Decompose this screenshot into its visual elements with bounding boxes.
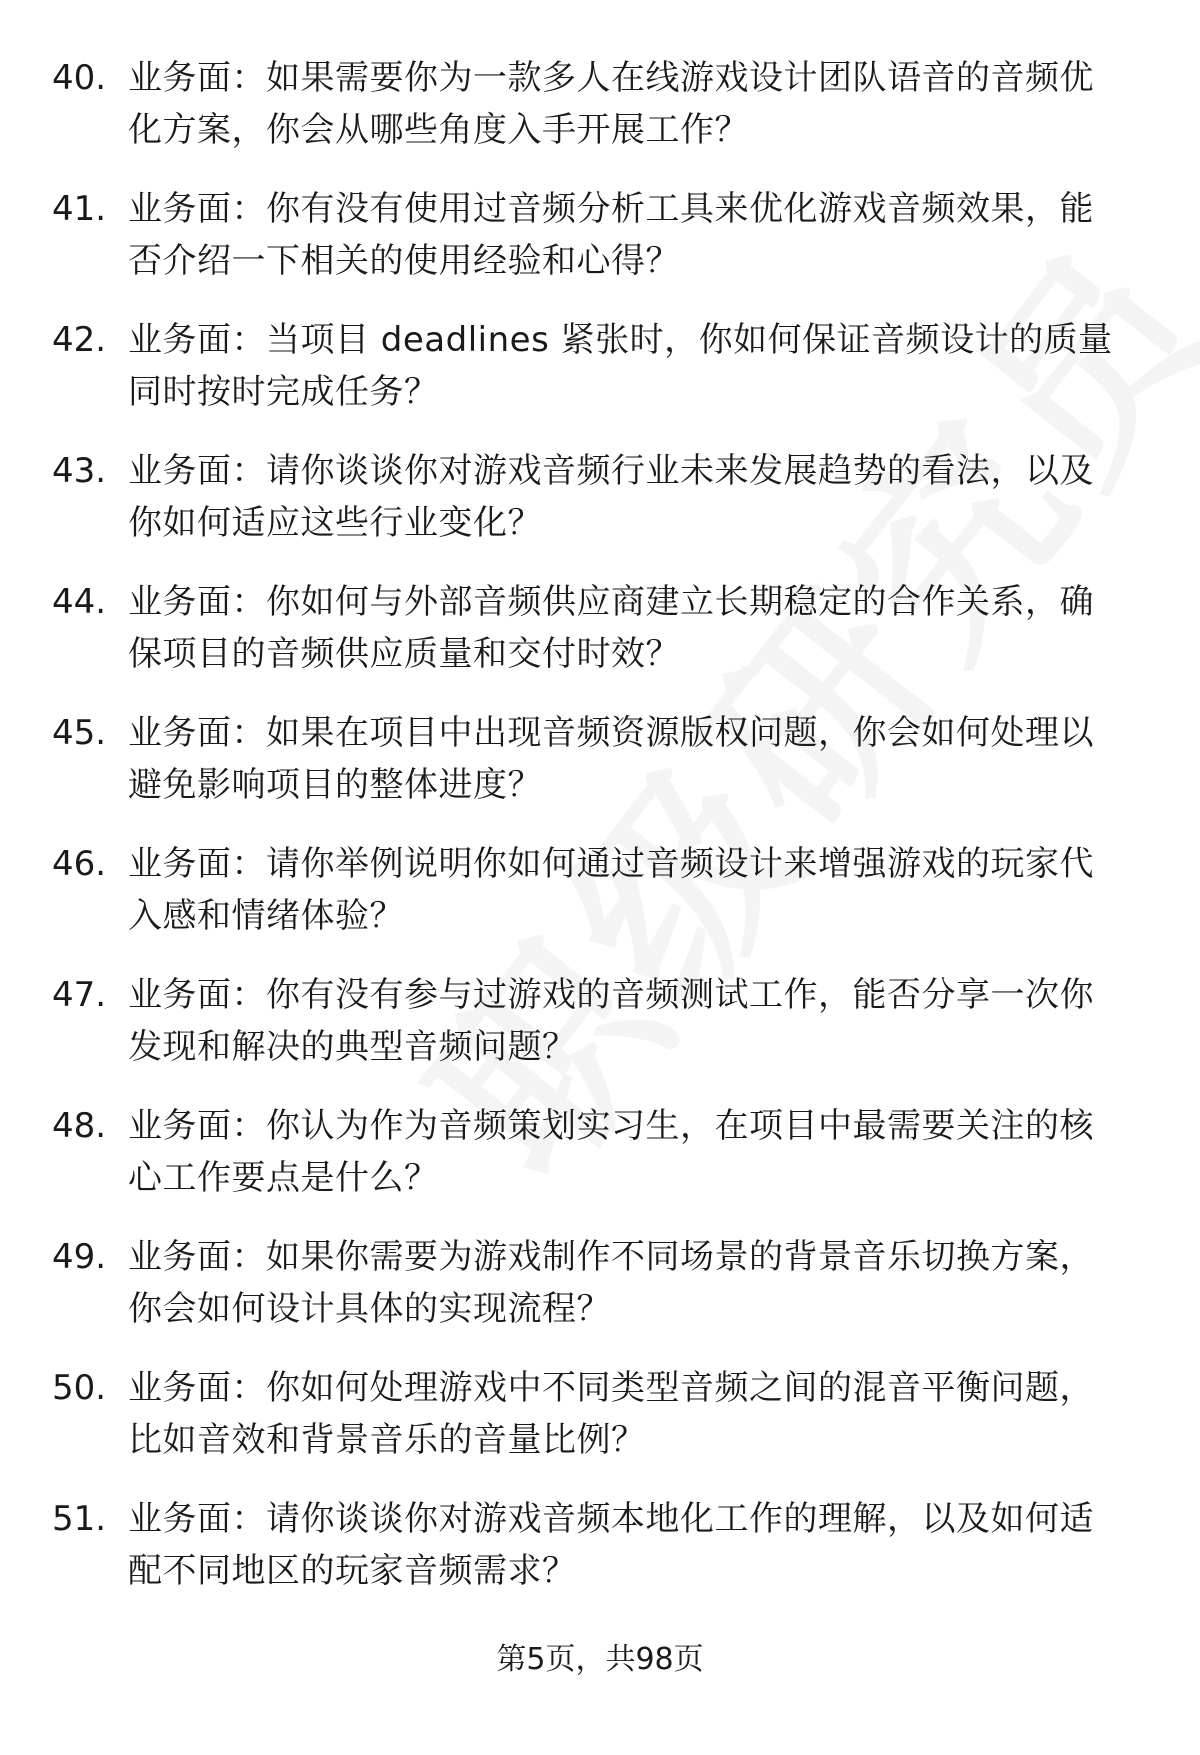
question-number: 44.	[52, 582, 107, 622]
question-text: 业务面：请你谈谈你对游戏音频本地化工作的理解，以及如何适配不同地区的玩家音频需求？	[128, 1499, 1094, 1591]
question-list	[52, 52, 1152, 1624]
question-item	[52, 1231, 1152, 1362]
question-number: 48.	[52, 1106, 107, 1146]
question-item	[52, 707, 1152, 838]
question-text: 业务面：你认为作为音频策划实习生，在项目中最需要关注的核心工作要点是什么？	[128, 1106, 1094, 1198]
question-item	[52, 969, 1152, 1100]
question-number: 43.	[52, 451, 107, 491]
question-text: 业务面：请你举例说明你如何通过音频设计来增强游戏的玩家代入感和情绪体验？	[128, 844, 1094, 936]
question-text: 业务面：如果你需要为游戏制作不同场景的背景音乐切换方案，你会如何设计具体的实现流程？	[128, 1237, 1094, 1329]
question-item	[52, 183, 1152, 314]
question-number: 50.	[52, 1368, 107, 1408]
question-item	[52, 576, 1152, 707]
question-number: 42.	[52, 320, 107, 360]
question-text: 业务面：如果在项目中出现音频资源版权问题，你会如何处理以避免影响项目的整体进度？	[128, 713, 1094, 805]
question-item	[52, 1362, 1152, 1493]
question-number: 51.	[52, 1499, 107, 1539]
question-number: 40.	[52, 58, 107, 98]
question-number: 41.	[52, 189, 107, 229]
question-number: 47.	[52, 975, 107, 1015]
question-item	[52, 1100, 1152, 1231]
question-text: 业务面：你有没有参与过游戏的音频测试工作，能否分享一次你发现和解决的典型音频问题？	[128, 975, 1094, 1067]
question-item	[52, 1493, 1152, 1624]
question-text: 业务面：你如何处理游戏中不同类型音频之间的混音平衡问题，比如音效和背景音乐的音量比例？	[128, 1368, 1094, 1460]
question-text: 业务面：如果需要你为一款多人在线游戏设计团队语音的音频优化方案，你会从哪些角度入手开展工作？	[128, 58, 1094, 150]
question-number: 45.	[52, 713, 107, 753]
question-number: 49.	[52, 1237, 107, 1277]
question-text: 业务面：你有没有使用过音频分析工具来优化游戏音频效果，能否介绍一下相关的使用经验和心得？	[128, 189, 1094, 281]
question-item	[52, 314, 1152, 445]
page-number-footer: 第5页，共98页	[496, 1642, 704, 1677]
question-text: 业务面：你如何与外部音频供应商建立长期稳定的合作关系，确保项目的音频供应质量和交付时效？	[128, 582, 1094, 674]
question-number: 46.	[52, 844, 107, 884]
question-text: 业务面：当项目 deadlines 紧张时，你如何保证音频设计的质量同时按时完成任务？	[128, 320, 1113, 412]
question-item	[52, 52, 1152, 183]
question-item	[52, 445, 1152, 576]
question-item	[52, 838, 1152, 969]
question-text: 业务面：请你谈谈你对游戏音频行业未来发展趋势的看法，以及你如何适应这些行业变化？	[128, 451, 1094, 543]
